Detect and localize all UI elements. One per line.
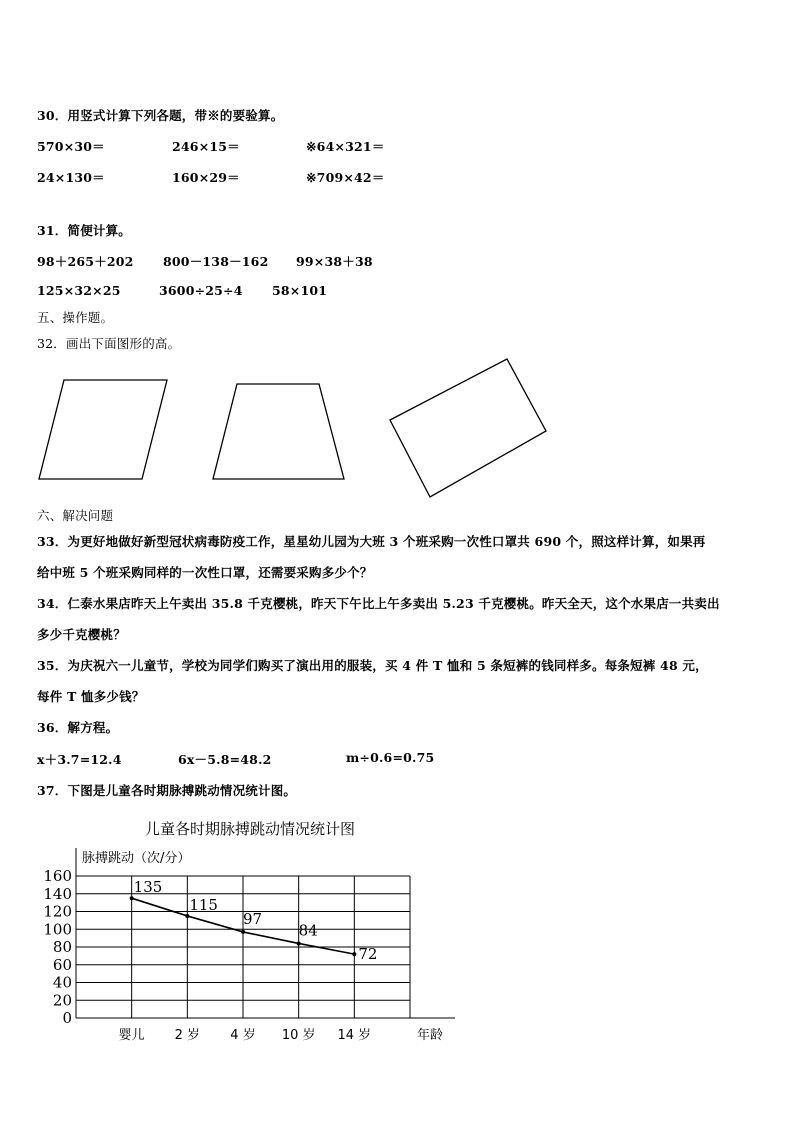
y-tick-label: 100 bbox=[43, 920, 72, 939]
q30-item-2: 246×15＝ bbox=[172, 139, 240, 154]
q31-item-1: 98＋265＋202 bbox=[37, 254, 134, 269]
y-tick-label: 60 bbox=[52, 955, 72, 974]
q36-equation-1: x＋3.7=12.4 bbox=[37, 752, 122, 767]
q36-title: 36．解方程。 bbox=[37, 720, 119, 735]
q30-item-3: ※64×321＝ bbox=[306, 139, 385, 154]
q33-line-1: 33．为更好地做好新型冠状病毒防疫工作，星星幼儿园为大班 3 个班采购一次性口罩共 690 个，照这样计算，如果再 bbox=[37, 534, 706, 549]
data-point bbox=[185, 914, 189, 918]
q34-line-1: 34．仁泰水果店昨天上午卖出 35.8 千克樱桃，昨天下午比上午多卖出 5.23 千克樱桃。昨天全天，这个水果店一共卖出 bbox=[37, 596, 720, 611]
x-tick-label: 14 岁 bbox=[337, 1028, 372, 1043]
data-point bbox=[241, 930, 245, 934]
data-label: 84 bbox=[298, 921, 318, 940]
x-tick-label: 10 岁 bbox=[281, 1028, 316, 1043]
y-axis-label: 脉搏跳动（次/分） bbox=[82, 851, 191, 866]
y-tick-label: 80 bbox=[52, 938, 72, 956]
q30-title: 30．用竖式计算下列各题，带※的要验算。 bbox=[37, 108, 284, 123]
trapezoid-shape bbox=[213, 384, 344, 479]
data-point bbox=[297, 941, 301, 945]
q31-item-3: 99×38＋38 bbox=[296, 254, 373, 269]
x-tick-label: 2 岁 bbox=[174, 1028, 201, 1043]
q35-line-1: 35．为庆祝六一儿童节，学校为同学们购买了演出用的服装，买 4 件 T 恤和 5 条短裤的钱同样多。每条短裤 48 元， bbox=[37, 658, 708, 673]
q34-line-2: 多少千克樱桃？ bbox=[37, 627, 126, 642]
q37-title: 37．下图是儿童各时期脉搏跳动情况统计图。 bbox=[37, 783, 297, 798]
parallelogram-shape bbox=[39, 380, 167, 479]
q32-title: 32．画出下面图形的高。 bbox=[37, 336, 181, 351]
y-tick-label: 40 bbox=[52, 973, 72, 992]
pulse-line-chart bbox=[0, 810, 794, 1070]
q31-item-4: 125×32×25 bbox=[37, 283, 121, 298]
y-tick-label: 140 bbox=[43, 884, 72, 903]
q31-title: 31．简便计算。 bbox=[37, 223, 131, 238]
y-tick-label: 160 bbox=[43, 867, 72, 885]
q30-item-5: 160×29＝ bbox=[172, 170, 240, 185]
data-label: 72 bbox=[358, 945, 378, 964]
q30-item-1: 570×30＝ bbox=[37, 139, 105, 154]
q31-item-6: 58×101 bbox=[272, 283, 328, 298]
q36-equation-3: m÷0.6=0.75 bbox=[346, 750, 435, 765]
y-tick-label: 120 bbox=[43, 902, 72, 921]
section-5-heading: 五、操作题。 bbox=[37, 310, 114, 325]
data-label: 115 bbox=[189, 895, 218, 914]
q36-equation-2: 6x－5.8=48.2 bbox=[178, 752, 272, 767]
q35-line-2: 每件 T 恤多少钱？ bbox=[37, 689, 145, 704]
x-tick-label: 婴儿 bbox=[118, 1028, 145, 1043]
q31-item-2: 800－138－162 bbox=[163, 254, 269, 269]
y-tick-label: 20 bbox=[52, 991, 72, 1010]
chart-title: 儿童各时期脉搏跳动情况统计图 bbox=[144, 820, 356, 838]
x-tick-label: 4 岁 bbox=[230, 1028, 256, 1043]
y-tick-label: 0 bbox=[62, 1009, 72, 1027]
data-point bbox=[352, 952, 356, 956]
rectangle-shape bbox=[390, 359, 546, 497]
q30-item-6: ※709×42＝ bbox=[306, 170, 385, 185]
section-6-heading: 六、解决问题 bbox=[37, 508, 114, 523]
q33-line-2: 给中班 5 个班采购同样的一次性口罩，还需要采购多少个？ bbox=[37, 565, 373, 580]
q31-item-5: 3600÷25÷4 bbox=[159, 283, 243, 298]
x-axis-label: 年龄 bbox=[416, 1028, 444, 1043]
data-label: 135 bbox=[133, 878, 163, 897]
data-label: 97 bbox=[243, 909, 263, 928]
q32-shapes bbox=[0, 352, 794, 512]
q30-item-4: 24×130＝ bbox=[37, 170, 105, 185]
data-point bbox=[130, 896, 134, 900]
